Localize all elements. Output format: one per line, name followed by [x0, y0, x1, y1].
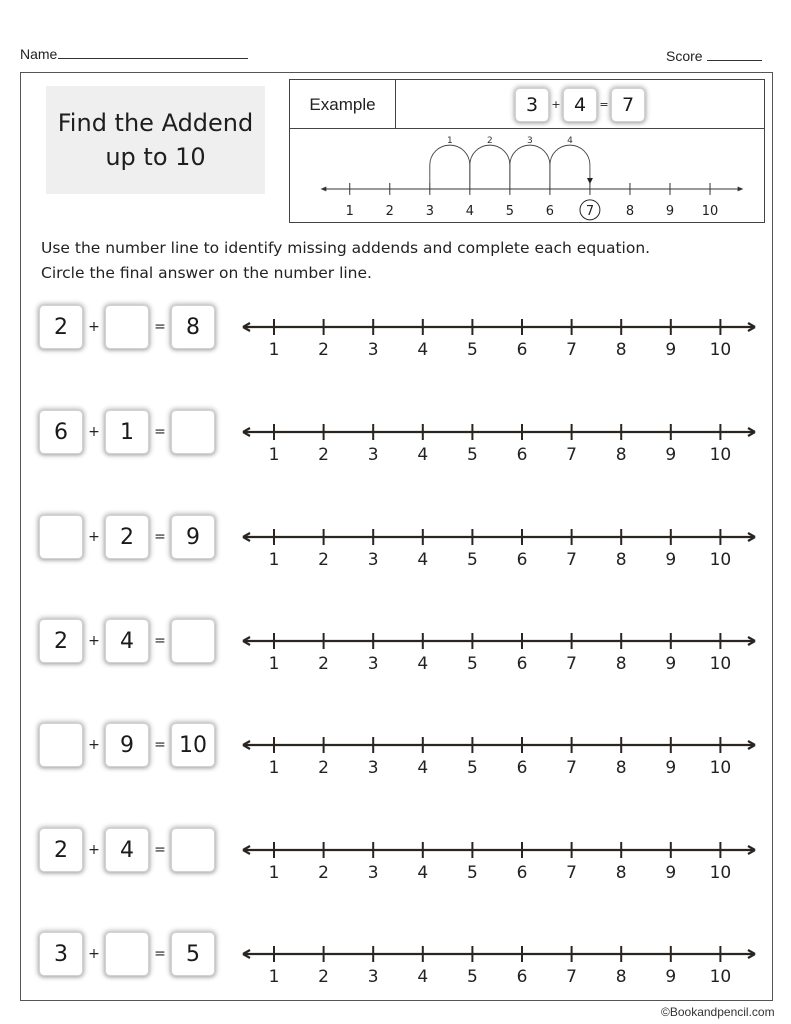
svg-text:4: 4 — [465, 203, 474, 219]
tick-label[interactable]: 1 — [268, 654, 280, 671]
example-label: Example — [290, 80, 396, 129]
problem-row — [0, 820, 791, 880]
equals-sign: = — [154, 842, 166, 858]
equals-sign: = — [154, 633, 166, 649]
addend-a-box: 2 — [39, 828, 83, 872]
problem-row — [0, 924, 791, 984]
tick-label[interactable]: 1 — [268, 445, 280, 462]
tick-label[interactable]: 3 — [367, 863, 379, 880]
tick-label[interactable]: 4 — [417, 863, 429, 880]
tick-label[interactable]: 3 — [367, 967, 379, 984]
instructions-line-2: Circle the final answer on the number line. — [41, 264, 372, 282]
svg-text:8: 8 — [625, 203, 635, 219]
sum-box[interactable] — [171, 410, 215, 454]
addend-a-box: 6 — [39, 410, 83, 454]
equals-sign: = — [154, 529, 166, 545]
sum-box[interactable] — [171, 828, 215, 872]
tick-label[interactable]: 6 — [516, 863, 528, 880]
tick-label[interactable]: 5 — [466, 445, 478, 462]
tick-label[interactable]: 5 — [466, 967, 478, 984]
svg-text:2: 2 — [385, 203, 394, 219]
svg-text:5: 5 — [505, 203, 514, 219]
tick-label[interactable]: 9 — [665, 550, 677, 567]
score-field[interactable] — [666, 48, 762, 64]
tick-label[interactable]: 7 — [566, 967, 578, 984]
tick-label[interactable]: 2 — [318, 654, 330, 671]
plus-sign: + — [88, 737, 100, 753]
number-line[interactable] — [238, 820, 763, 880]
svg-text:3: 3 — [425, 203, 434, 219]
tick-label[interactable]: 5 — [466, 863, 478, 880]
addend-b-box: 1 — [105, 410, 149, 454]
sum-box: 9 — [171, 515, 215, 559]
equation — [39, 617, 215, 665]
plus-sign: + — [88, 633, 100, 649]
tick-label[interactable]: 10 — [709, 445, 732, 462]
sum-box: 10 — [171, 723, 215, 767]
tick-label[interactable]: 7 — [566, 445, 578, 462]
plus-sign: + — [88, 529, 100, 545]
addend-b-box: 4 — [105, 828, 149, 872]
plus-sign: + — [88, 319, 100, 335]
addend-b-box: 4 — [105, 619, 149, 663]
tick-label[interactable]: 2 — [318, 550, 330, 567]
addend-b-box: 9 — [105, 723, 149, 767]
score-blank-line[interactable] — [707, 48, 762, 61]
tick-label[interactable]: 4 — [417, 340, 429, 357]
equals-sign: = — [154, 319, 166, 335]
problem-row — [0, 611, 791, 671]
equals-sign: = — [154, 946, 166, 962]
tick-label[interactable]: 6 — [516, 445, 528, 462]
title-line-2: up to 10 — [105, 143, 206, 171]
tick-label[interactable]: 9 — [665, 967, 677, 984]
tick-label[interactable]: 1 — [268, 758, 280, 775]
tick-label[interactable]: 3 — [367, 550, 379, 567]
svg-text:4: 4 — [567, 136, 573, 147]
tick-label[interactable]: 10 — [709, 550, 732, 567]
tick-label[interactable]: 6 — [516, 340, 528, 357]
tick-label[interactable]: 2 — [318, 340, 330, 357]
tick-label[interactable]: 6 — [516, 758, 528, 775]
addend-a-box: 2 — [39, 305, 83, 349]
tick-label[interactable]: 9 — [665, 340, 677, 357]
name-blank-line[interactable] — [58, 46, 248, 59]
svg-text:3: 3 — [527, 136, 533, 147]
tick-label[interactable]: 1 — [268, 967, 280, 984]
problem-row — [0, 715, 791, 775]
svg-text:2: 2 — [487, 136, 493, 147]
tick-label[interactable]: 3 — [367, 340, 379, 357]
tick-label[interactable]: 2 — [318, 863, 330, 880]
tick-label[interactable]: 6 — [516, 967, 528, 984]
equals-sign: = — [154, 737, 166, 753]
tick-label[interactable]: 5 — [466, 550, 478, 567]
tick-label[interactable]: 1 — [268, 340, 280, 357]
tick-label[interactable]: 8 — [615, 340, 627, 357]
example-equation — [396, 80, 764, 129]
plus-sign: + — [88, 424, 100, 440]
tick-label[interactable]: 9 — [665, 654, 677, 671]
tick-label[interactable]: 9 — [665, 863, 677, 880]
tick-label[interactable]: 10 — [709, 863, 732, 880]
problem-row — [0, 507, 791, 567]
tick-label[interactable]: 8 — [615, 863, 627, 880]
tick-label[interactable]: 4 — [417, 967, 429, 984]
example-panel — [289, 79, 765, 223]
instructions-line-1: Use the number line to identify missing addends and complete each equation. — [41, 239, 651, 257]
sum-box: 8 — [171, 305, 215, 349]
name-label: Name — [20, 46, 58, 62]
score-label: Score — [666, 48, 703, 64]
addend-b-box[interactable] — [105, 305, 149, 349]
tick-label[interactable]: 8 — [615, 550, 627, 567]
instructions — [41, 236, 650, 286]
svg-text:1: 1 — [345, 203, 354, 219]
worksheet-title — [46, 86, 265, 194]
tick-label[interactable]: 3 — [367, 654, 379, 671]
tick-label[interactable]: 6 — [516, 550, 528, 567]
addend-a-box: 2 — [39, 619, 83, 663]
tick-label[interactable]: 9 — [665, 445, 677, 462]
tick-label[interactable]: 3 — [367, 758, 379, 775]
tick-label[interactable]: 7 — [566, 654, 578, 671]
number-line[interactable] — [238, 507, 763, 567]
tick-label[interactable]: 7 — [566, 863, 578, 880]
equals-sign: = — [599, 98, 609, 111]
equation — [39, 930, 215, 978]
tick-label[interactable]: 4 — [417, 758, 429, 775]
addend-a-box[interactable] — [39, 723, 83, 767]
equation — [39, 826, 215, 874]
addend-b-box[interactable] — [105, 932, 149, 976]
example-header — [290, 80, 764, 129]
tick-label[interactable]: 6 — [516, 654, 528, 671]
tick-label[interactable]: 7 — [566, 340, 578, 357]
plus-sign: + — [88, 842, 100, 858]
copyright-notice: ©Bookandpencil.com — [661, 1005, 775, 1019]
name-field[interactable] — [20, 46, 248, 62]
tick-label[interactable]: 10 — [709, 654, 732, 671]
tick-label[interactable]: 2 — [318, 967, 330, 984]
sum-box: 5 — [171, 932, 215, 976]
tick-label[interactable]: 1 — [268, 863, 280, 880]
svg-text:1: 1 — [446, 136, 453, 147]
number-line[interactable] — [238, 924, 763, 984]
tick-label[interactable]: 8 — [615, 758, 627, 775]
arrow-down-icon — [587, 178, 593, 184]
tick-label[interactable]: 4 — [417, 550, 429, 567]
tick-label[interactable]: 2 — [318, 445, 330, 462]
svg-text:9: 9 — [665, 203, 675, 219]
tick-label[interactable]: 4 — [417, 654, 429, 671]
tick-label[interactable]: 8 — [615, 967, 627, 984]
tick-label[interactable]: 8 — [615, 654, 627, 671]
equation — [39, 513, 215, 561]
tick-label[interactable]: 5 — [466, 654, 478, 671]
tick-label[interactable]: 4 — [417, 445, 429, 462]
equals-sign: = — [154, 424, 166, 440]
example-number-line — [290, 129, 764, 223]
tick-label[interactable]: 2 — [318, 758, 330, 775]
sum-box[interactable] — [171, 619, 215, 663]
number-line[interactable] — [238, 715, 763, 775]
number-line[interactable] — [238, 297, 763, 357]
tick-label[interactable]: 10 — [709, 967, 732, 984]
svg-text:10: 10 — [701, 203, 719, 219]
tick-label[interactable]: 5 — [466, 340, 478, 357]
tick-label[interactable]: 3 — [367, 445, 379, 462]
addend-b-box: 2 — [105, 515, 149, 559]
tick-label[interactable]: 8 — [615, 445, 627, 462]
plus-sign: + — [551, 98, 561, 111]
equation — [39, 408, 215, 456]
number-line[interactable] — [238, 611, 763, 671]
svg-text:6: 6 — [545, 203, 555, 219]
plus-sign: + — [88, 946, 100, 962]
example-addend-a: 3 — [515, 88, 549, 122]
number-line[interactable] — [238, 402, 763, 462]
tick-label[interactable]: 9 — [665, 758, 677, 775]
tick-label[interactable]: 7 — [566, 550, 578, 567]
equation — [39, 721, 215, 769]
example-addend-b: 4 — [563, 88, 597, 122]
equation — [39, 303, 215, 351]
tick-label[interactable]: 10 — [709, 340, 732, 357]
tick-label[interactable]: 5 — [466, 758, 478, 775]
problem-row — [0, 297, 791, 357]
tick-label[interactable]: 10 — [709, 758, 732, 775]
title-line-1: Find the Addend — [57, 109, 254, 137]
svg-text:7: 7 — [585, 203, 595, 219]
addend-a-box: 3 — [39, 932, 83, 976]
tick-label[interactable]: 1 — [268, 550, 280, 567]
tick-label[interactable]: 7 — [566, 758, 578, 775]
problem-row — [0, 402, 791, 462]
example-sum: 7 — [611, 88, 645, 122]
addend-a-box[interactable] — [39, 515, 83, 559]
